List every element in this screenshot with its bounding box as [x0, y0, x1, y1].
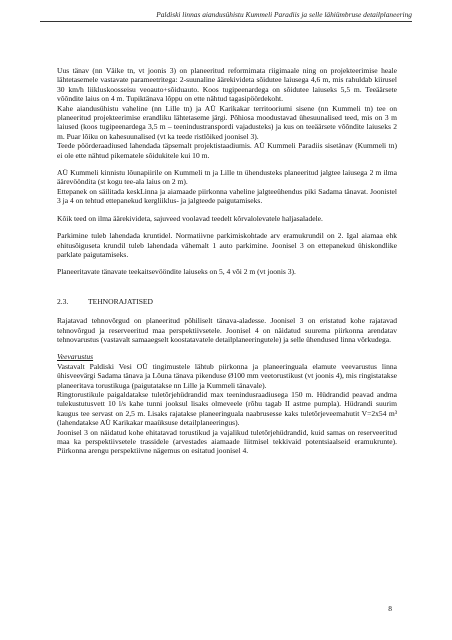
paragraph-hydrants: Ringtorustikule paigaldatakse tuletõrjehüdrandid max teenindusraadiusega 150 m. Hüdrandid peavad andma tulekustutusvett 10 l/s kahe tunni jooksul lisaks olmeveele (rõhu tagab II astme pumpla). Hüdrandi suurim kaugus tee servast on 2,5 m. Lisaks rajatakse planeeringuala naabrusesse kaks tuletõrjeveemahutit V=2x54 m³ (lahendatakse AÜ Karikakar maaüksuse detailplaneeringus).: [57, 389, 397, 428]
page-number: 8: [388, 604, 392, 613]
subsection-title: Veevarustus: [57, 352, 94, 362]
section-number: 2.3.: [57, 296, 69, 306]
paragraph-pedestrian-link: Ettepanek on säilitada keskLinna ja aiamaade piirkonna vaheline jalgteeühendus piki Sadama tänavat. Joonistel 3 ja 4 on tehtud ettepanekud kergliiklus- ja jalgteede paigutamiseks.: [57, 186, 397, 206]
paragraph-technical-networks: Rajatavad tehnovõrgud on planeeritud põhiliselt tänava-aladesse. Joonisel 3 on eristatud kohe rajatavad tehnovõrgud ja reserveeritud maa perspektiivsetele. Joonisel 4 on näidatud suurema piirkonna arendatav tehnovarustus (vastavalt samaaegselt koostatavatele detailplaneeringutele) ja selle ühendused linna võrkudega.: [57, 316, 397, 344]
running-header: Paldiski linnas aiandusühistu Kummeli Paradiis ja selle lähiümbruse detailplaneering: [156, 10, 412, 19]
paragraph-lille-kummeli: Kahe aiandusühistu vaheline (nn Lille tn) ja AÜ Karikakar territooriumi sisene (nn Kummeli tn) tee on planeeritud projekteerimise erandliku lähtetaseme järgi. Põhiosa moodustavad ühesuunalised teed, mis on 3 m laiused (koos tugipeenardega 3,5 m – teenindustranspordi vajadusteks) ja kus on teeäärsete võõndite laiuseks 2 m. Puar lõiku on kahesuunalised (vt ka teede ristlõiked joonisel 3).: [57, 103, 397, 141]
paragraph-turning-radii: Teede pöörderaadiused lahendada täpsemalt projektistaadiumis. AÜ Kummeli Paradiis sisetänav (Kummeli tn) ei ole ette nähtud pikematele sõidukitele kui 10 m.: [57, 141, 397, 160]
body-text: [57, 66, 397, 456]
section-heading: [57, 297, 397, 306]
paragraph-protection-zones: Planeeritavate tänavate teekaitsevööndite laiuseks on 5, 4 või 2 m (vt joonis 3).: [57, 267, 296, 277]
paragraph-new-street: Uus tänav (nn Väike tn, vt joonis 3) on planeeritud reformimata riigimaale ning on projekteerimise heale lähtetasemele vastavate parameetritega: 2-suunaline äärekivideta sõidutee laiusega 4,6 m, mis rahuldab kiirusel 30 km/h liikluskoosseisu veoauto+sõiduauto. Koos tugipeenardega on sõidutee laiuseks 5,5 m. Teeäärsete võõndite laius on 4 m. Tupiktänava lõppu on ette nähtud tagasipöördekoht.: [57, 66, 397, 104]
section-title: TEHNORAJATISED: [88, 296, 153, 306]
header-rule: [40, 21, 412, 22]
paragraph-parking: Parkimine tuleb lahendada kruntidel. Normatiivne parkimiskohtade arv eramukrundil on 2. Igal aiamaa ehk ehitusõiguseta krundil tuleb lahendada vähemalt 1 auto parkimine. Joonisel 3 on ettepanekud ühiskondlike parklate paigutamiseks.: [57, 231, 397, 259]
paragraph-road-edges: Kõik teed on ilma äärekivideta, sajuveed voolavad teedelt kõrvalolevatele haljasaladele.: [57, 213, 323, 223]
paragraph-water-source: Vastavalt Paldiski Vesi OÜ tingimustele lähtub piirkonna ja planeeringuala elamute veevarustus linna ühisveevärgi Sadama tänava ja Lõuna tänava pikendusе Ø100 mm veetorustikust (vt joonis 4), mis ringistatakse planeeritava torustikuga (paigutatakse nn Lille ja Kummeli tänavale).: [57, 361, 397, 390]
paragraph-footpath: AÜ Kummeli kinnistu lõunapiirile on Kummeli tn ja Lille tn ühendusteks planeeritud jalgtee laiusega 2 m ilma äärevööndita (st kogu tee-ala laius on 2 m).: [57, 168, 397, 187]
paragraph-water-perspective: Joonisel 3 on näidatud kohe ehitatavad torustikud ja vajalikud tuletõrjehüdrandid, kuid samas on reserveeritud maa ka perspektiivsetele trassidele (arvestades aiamaade liitmisel tekkivaid potentsiaalseid eramukrunte). Piirkonna arengu perspektiivne nägemus on esitatud joonisel 4.: [57, 427, 397, 456]
